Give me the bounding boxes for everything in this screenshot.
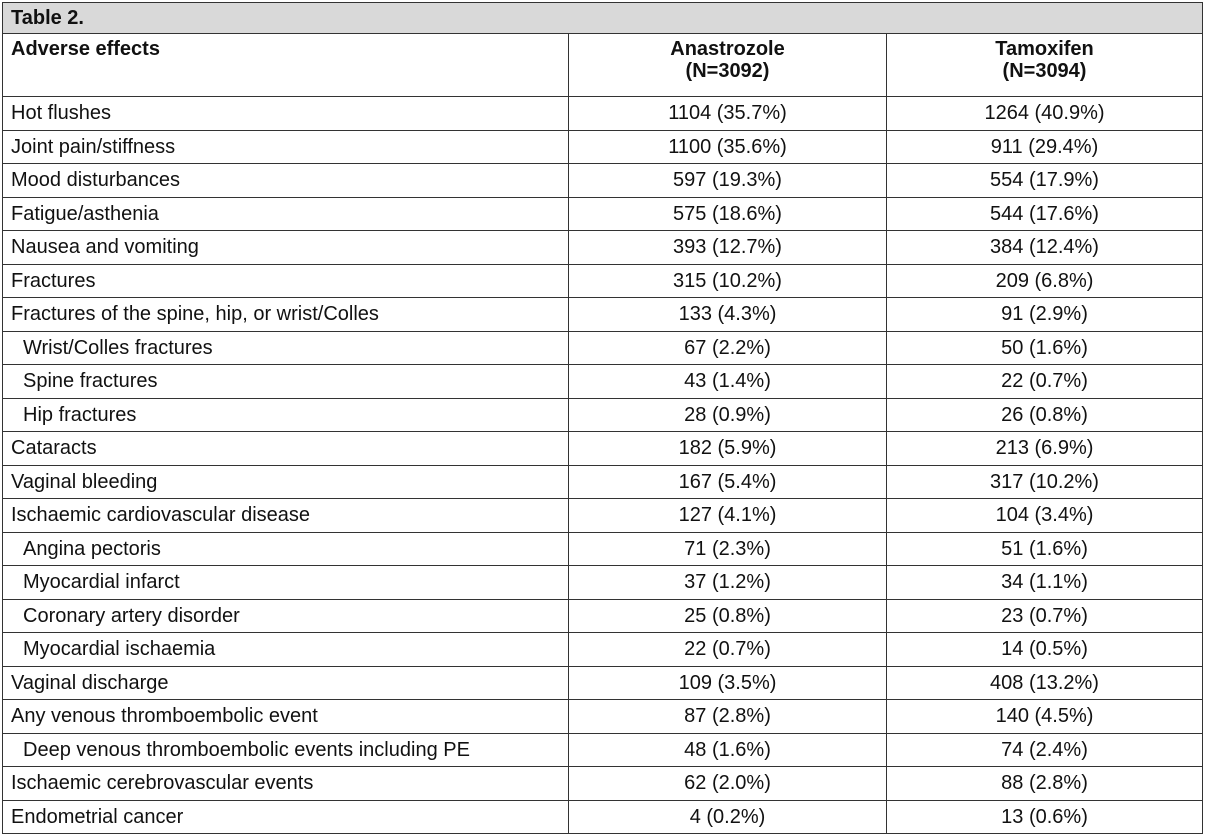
adverse-effect-cell: Ischaemic cerebrovascular events [3, 767, 569, 801]
anastrozole-value-cell: 43 (1.4%) [569, 365, 887, 399]
header-anastrozole-n: (N=3092) [685, 60, 770, 82]
anastrozole-value-cell: 575 (18.6%) [569, 197, 887, 231]
header-tamoxifen [887, 34, 1203, 97]
table-row [3, 398, 1203, 432]
tamoxifen-value-cell: 14 (0.5%) [887, 633, 1203, 667]
table-row [3, 264, 1203, 298]
tamoxifen-value-cell: 34 (1.1%) [887, 566, 1203, 600]
anastrozole-value-cell: 25 (0.8%) [569, 599, 887, 633]
anastrozole-value-cell: 127 (4.1%) [569, 499, 887, 533]
anastrozole-value-cell: 393 (12.7%) [569, 231, 887, 265]
anastrozole-value-cell: 315 (10.2%) [569, 264, 887, 298]
tamoxifen-value-cell: 26 (0.8%) [887, 398, 1203, 432]
table-row [3, 365, 1203, 399]
anastrozole-value-cell: 71 (2.3%) [569, 532, 887, 566]
table-row [3, 566, 1203, 600]
adverse-effect-cell: Any venous thromboembolic event [3, 700, 569, 734]
adverse-effects-table-container [2, 2, 1202, 834]
table-body [3, 97, 1203, 834]
anastrozole-value-cell: 48 (1.6%) [569, 733, 887, 767]
anastrozole-value-cell: 597 (19.3%) [569, 164, 887, 198]
tamoxifen-value-cell: 384 (12.4%) [887, 231, 1203, 265]
adverse-effect-cell: Myocardial infarct [3, 566, 569, 600]
table-row [3, 666, 1203, 700]
adverse-effect-cell: Deep venous thromboembolic events including PE [3, 733, 569, 767]
adverse-effect-cell: Cataracts [3, 432, 569, 466]
tamoxifen-value-cell: 104 (3.4%) [887, 499, 1203, 533]
table-title: Table 2. [3, 3, 1203, 34]
table-row [3, 633, 1203, 667]
table-row [3, 97, 1203, 131]
anastrozole-value-cell: 109 (3.5%) [569, 666, 887, 700]
anastrozole-value-cell: 133 (4.3%) [569, 298, 887, 332]
adverse-effects-table [2, 2, 1203, 834]
anastrozole-value-cell: 182 (5.9%) [569, 432, 887, 466]
anastrozole-value-cell: 22 (0.7%) [569, 633, 887, 667]
adverse-effect-cell: Endometrial cancer [3, 800, 569, 834]
adverse-effect-cell: Spine fractures [3, 365, 569, 399]
tamoxifen-value-cell: 140 (4.5%) [887, 700, 1203, 734]
adverse-effect-cell: Vaginal bleeding [3, 465, 569, 499]
table-row [3, 298, 1203, 332]
anastrozole-value-cell: 1104 (35.7%) [569, 97, 887, 131]
adverse-effect-cell: Joint pain/stiffness [3, 130, 569, 164]
tamoxifen-value-cell: 1264 (40.9%) [887, 97, 1203, 131]
table-row [3, 499, 1203, 533]
anastrozole-value-cell: 1100 (35.6%) [569, 130, 887, 164]
tamoxifen-value-cell: 13 (0.6%) [887, 800, 1203, 834]
table-title-row [3, 3, 1203, 34]
adverse-effect-cell: Mood disturbances [3, 164, 569, 198]
tamoxifen-value-cell: 317 (10.2%) [887, 465, 1203, 499]
header-tamoxifen-n: (N=3094) [1002, 60, 1087, 82]
header-adverse-effects: Adverse effects [3, 34, 569, 97]
tamoxifen-value-cell: 74 (2.4%) [887, 733, 1203, 767]
tamoxifen-value-cell: 209 (6.8%) [887, 264, 1203, 298]
table-row [3, 231, 1203, 265]
table-row [3, 532, 1203, 566]
table-row [3, 767, 1203, 801]
header-tamoxifen-name: Tamoxifen [995, 38, 1094, 60]
adverse-effect-cell: Hot flushes [3, 97, 569, 131]
adverse-effect-cell: Myocardial ischaemia [3, 633, 569, 667]
table-row [3, 800, 1203, 834]
table-row [3, 700, 1203, 734]
table-row [3, 164, 1203, 198]
anastrozole-value-cell: 37 (1.2%) [569, 566, 887, 600]
adverse-effect-cell: Vaginal discharge [3, 666, 569, 700]
adverse-effect-cell: Nausea and vomiting [3, 231, 569, 265]
adverse-effect-cell: Angina pectoris [3, 532, 569, 566]
adverse-effect-cell: Wrist/Colles fractures [3, 331, 569, 365]
adverse-effect-cell: Fatigue/asthenia [3, 197, 569, 231]
table-row [3, 331, 1203, 365]
table-row [3, 432, 1203, 466]
anastrozole-value-cell: 28 (0.9%) [569, 398, 887, 432]
table-row [3, 130, 1203, 164]
adverse-effect-cell: Fractures [3, 264, 569, 298]
tamoxifen-value-cell: 51 (1.6%) [887, 532, 1203, 566]
adverse-effect-cell: Hip fractures [3, 398, 569, 432]
anastrozole-value-cell: 87 (2.8%) [569, 700, 887, 734]
tamoxifen-value-cell: 88 (2.8%) [887, 767, 1203, 801]
tamoxifen-value-cell: 408 (13.2%) [887, 666, 1203, 700]
tamoxifen-value-cell: 50 (1.6%) [887, 331, 1203, 365]
table-row [3, 733, 1203, 767]
tamoxifen-value-cell: 554 (17.9%) [887, 164, 1203, 198]
table-row [3, 599, 1203, 633]
table-row [3, 465, 1203, 499]
anastrozole-value-cell: 67 (2.2%) [569, 331, 887, 365]
adverse-effect-cell: Coronary artery disorder [3, 599, 569, 633]
adverse-effect-cell: Fractures of the spine, hip, or wrist/Colles [3, 298, 569, 332]
anastrozole-value-cell: 4 (0.2%) [569, 800, 887, 834]
tamoxifen-value-cell: 22 (0.7%) [887, 365, 1203, 399]
table-header-row [3, 34, 1203, 97]
tamoxifen-value-cell: 213 (6.9%) [887, 432, 1203, 466]
tamoxifen-value-cell: 544 (17.6%) [887, 197, 1203, 231]
tamoxifen-value-cell: 911 (29.4%) [887, 130, 1203, 164]
adverse-effect-cell: Ischaemic cardiovascular disease [3, 499, 569, 533]
table-row [3, 197, 1203, 231]
anastrozole-value-cell: 62 (2.0%) [569, 767, 887, 801]
header-anastrozole-name: Anastrozole [670, 38, 785, 60]
tamoxifen-value-cell: 91 (2.9%) [887, 298, 1203, 332]
anastrozole-value-cell: 167 (5.4%) [569, 465, 887, 499]
header-anastrozole [569, 34, 887, 97]
tamoxifen-value-cell: 23 (0.7%) [887, 599, 1203, 633]
